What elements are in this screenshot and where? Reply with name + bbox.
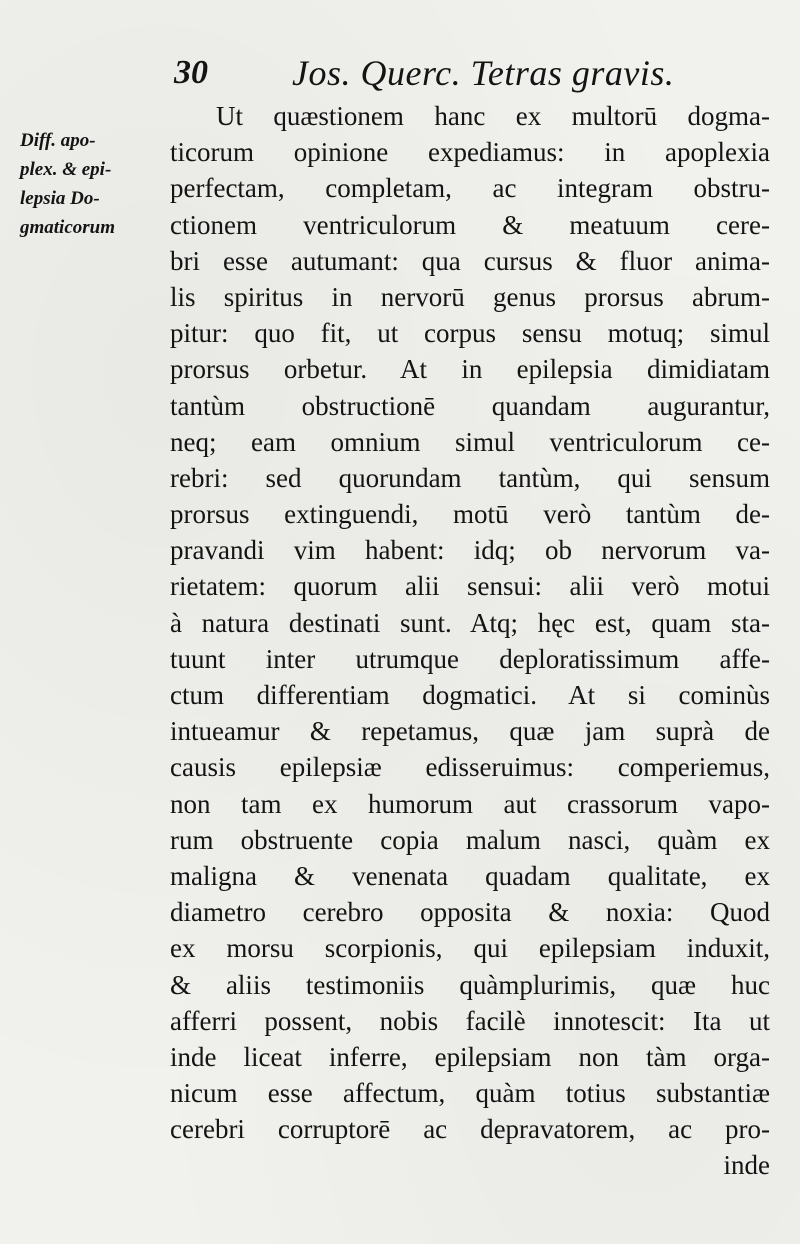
margin-note-line: Diff. apo-: [20, 130, 96, 151]
text-line: rum obstruente copia malum nasci, quàm ex: [170, 824, 770, 855]
page-number: 30: [174, 54, 208, 91]
text-line: bri esse autumant: qua cursus & fluor anima-: [170, 245, 770, 276]
text-line: ticorum opinione expediamus: in apoplexia: [170, 137, 770, 168]
text-line: Ut quæstionem hanc ex multorū dogma-: [216, 101, 770, 131]
text-line: rietatem: quorum alii sensui: alii verò motui: [170, 571, 770, 602]
running-title: Jos. Querc. Tetras gravis.: [292, 53, 675, 93]
text-line: inde liceat inferre, epilepsiam non tàm orga-: [170, 1041, 770, 1072]
body-text: [170, 98, 770, 1184]
text-line: perfectam, completam, ac integram obstru-: [170, 173, 770, 204]
margin-note: [20, 126, 170, 242]
text-line: prorsus orbetur. At in epilepsia dimidiatam: [170, 354, 770, 385]
text-line: lis spiritus in nervorū genus prorsus abrum-: [170, 281, 770, 312]
text-line: nicum esse affectum, quàm totius substantiæ: [170, 1078, 770, 1109]
text-line: cerebri corruptorē ac depravatorem, ac pro-: [170, 1114, 770, 1145]
margin-note-line: gmaticorum: [20, 217, 116, 238]
text-line: intueamur & repetamus, quæ jam suprà de: [170, 716, 770, 747]
text-line: pravandi vim habent: idq; ob nervorum va-: [170, 535, 770, 566]
text-line: causis epilepsiæ edisseruimus: comperiemus,: [170, 752, 770, 783]
margin-note-line: plex. & epi-: [20, 159, 112, 180]
text-line: ctionem ventriculorum & meatuum cere-: [170, 209, 770, 240]
page-header: [170, 46, 770, 106]
text-line: diametro cerebro opposita & noxia: Quod: [170, 897, 770, 928]
text-line: tantùm obstructionē quandam augurantur,: [170, 390, 770, 421]
text-line: maligna & venenata quadam qualitate, ex: [170, 860, 770, 891]
margin-note-line: lepsia Do-: [20, 188, 100, 209]
text-line: & aliis testimoniis quàmplurimis, quæ huc: [170, 969, 770, 1000]
text-line: à natura destinati sunt. Atq; hęc est, quam sta-: [170, 607, 770, 638]
text-line: pitur: quo fit, ut corpus sensu motuq; simul: [170, 318, 770, 349]
text-line: ctum differentiam dogmatici. At si cominùs: [170, 680, 770, 710]
text-line: non tam ex humorum aut crassorum vapo-: [170, 788, 770, 819]
text-line: neq; eam omnium simul ventriculorum ce-: [170, 426, 770, 457]
text-line: prorsus extinguendi, motū verò tantùm de-: [170, 499, 770, 530]
text-line: tuunt inter utrumque deploratissimum affe-: [170, 643, 770, 674]
text-line: ex morsu scorpionis, qui epilepsiam induxit,: [170, 933, 770, 964]
text-line: rebri: sed quorundam tantùm, qui sensum: [170, 462, 770, 493]
catchword: inde: [723, 1150, 770, 1181]
text-line: afferri possent, nobis facilè innotescit: Ita ut: [170, 1005, 770, 1036]
